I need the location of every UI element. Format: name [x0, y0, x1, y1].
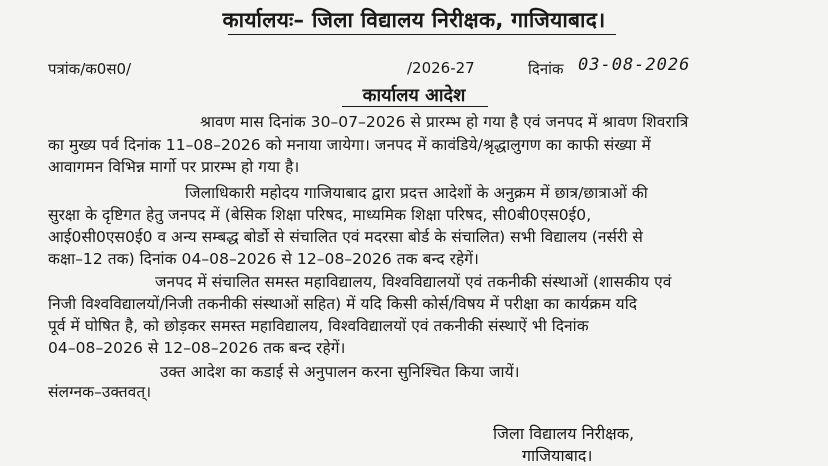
body-line: निजी विश्वविद्यालयों/निजी तकनीकी संस्थाओं सहित) में यदि किसी कोर्स/विषय में परीक्षा का कार्यक्रम यदि	[48, 295, 637, 313]
body-line: जनपद में संचालित समस्त महाविद्यालय, विश्वविद्यालयों एवं तकनीकी संस्थाओं (शासकीय एवं	[155, 273, 672, 291]
order-title: कार्यालय आदेश	[362, 85, 466, 106]
handwritten-date: 03-08-2026	[578, 55, 691, 75]
body-line: कक्षा–12 तक) दिनांक 04–08–2026 से 12–08–2026 तक बन्द रहेगें।	[48, 250, 479, 268]
body-line: आवागमन विभिन्न मार्गो पर प्रारम्भ हो गया है।	[48, 158, 300, 176]
body-line: जिलाधिकारी महोदय गाजियाबाद द्वारा प्रदत्त आदेशों के अनुक्रम में छात्र/छात्राओं की	[185, 184, 648, 202]
enclosure-note: संलग्नक–उक्तवत्।	[48, 383, 152, 401]
order-title-underline	[342, 106, 488, 107]
office-header-title: कार्यालयः– जिला विद्यालय निरीक्षक, गाजियाबाद।	[222, 8, 606, 32]
body-line: 04–08–2026 से 12–08–2026 तक बन्द रहेगें।	[48, 339, 346, 357]
body-line: सुरक्षा के दृष्टिगत हेतु जनपद में (बेसिक शिक्षा परिषद, माध्यमिक शिक्षा परिषद, सी0बी0एस0ई0,	[48, 206, 592, 224]
body-line: श्रावण मास दिनांक 30–07–2026 से प्रारम्भ हो गया है एवं जनपद में श्रावण शिवरात्रि	[200, 113, 689, 131]
body-line: पूर्व में घोषित है, को छोड़कर समस्त महाविद्यालय, विश्वविद्यालयों एवं तकनीकी संस्थाऐं भी दिनांक	[48, 317, 589, 335]
body-line: आई0सी0एस0ई0 व अन्य सम्बद्ध बोर्डो से संचालित एवं मदरसा बोर्ड के संचालित) सभी विद्यालय (नर्सरी से	[48, 228, 643, 246]
reference-year: /2026-27	[407, 59, 475, 77]
header-underline	[228, 34, 616, 35]
body-line: उक्त आदेश का कडाई से अनुपालन करना सुनिश्चित किया जायें।	[160, 363, 520, 381]
reference-number: पत्रांक/क0स0/	[48, 60, 132, 78]
signatory-location: गाजियाबाद।	[522, 446, 593, 465]
body-line: का मुख्य पर्व दिनांक 11–08–2026 को मनाया जायेगा। जनपद में कावंडिये/श्रृद्धालुगण का काफी संख्या में	[48, 136, 651, 154]
date-label: दिनांक	[528, 60, 564, 78]
signatory-designation: जिला विद्यालय निरीक्षक,	[493, 424, 635, 443]
